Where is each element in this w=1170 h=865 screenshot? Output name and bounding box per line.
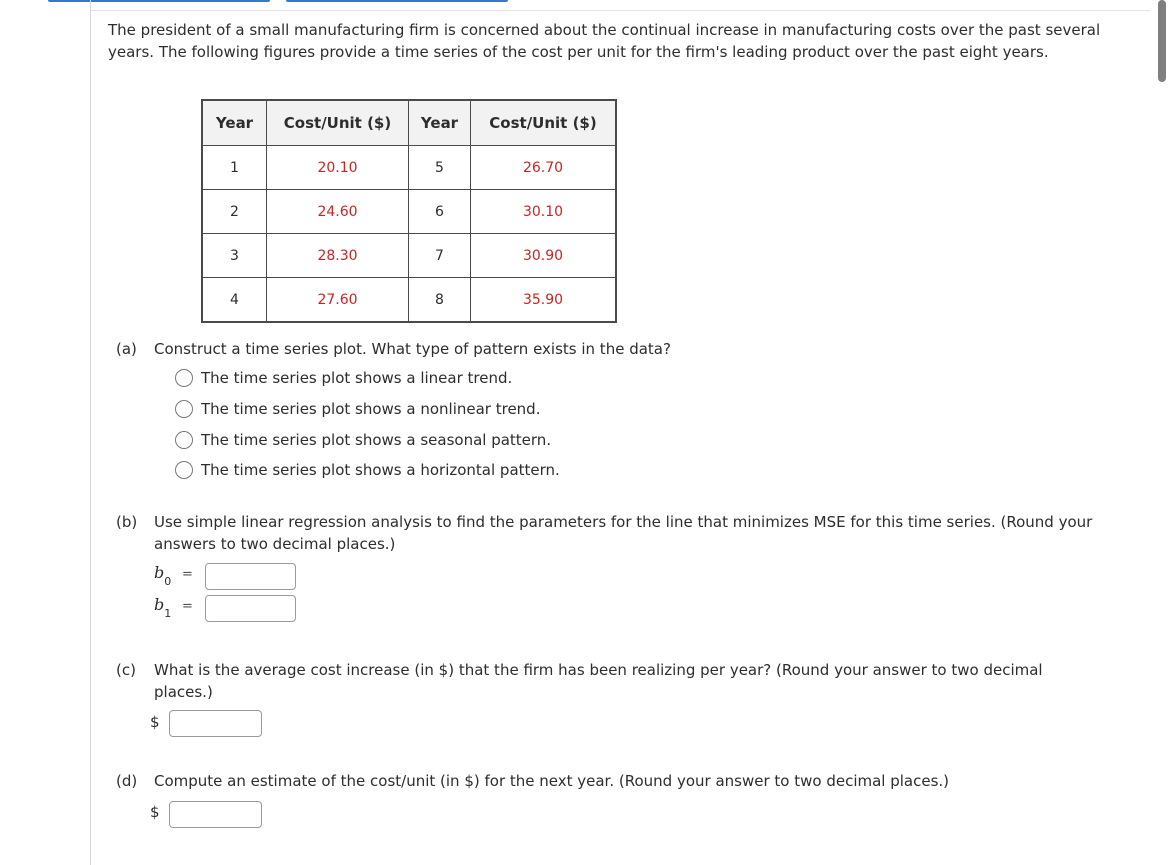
cost-cell: 26.70 xyxy=(471,146,617,190)
header-cost-2: Cost/Unit ($) xyxy=(471,100,617,146)
year-cell: 4 xyxy=(202,278,267,323)
year-cell: 5 xyxy=(409,146,471,190)
option-horizontal-pattern[interactable] xyxy=(175,458,560,482)
b0-subscript: 0 xyxy=(164,575,172,589)
year-cell: 2 xyxy=(202,190,267,234)
header-year-1: Year xyxy=(202,100,267,146)
radio-button[interactable] xyxy=(175,400,193,418)
cost-table xyxy=(201,99,617,323)
table-header-row xyxy=(202,100,616,146)
part-c-label: (c) xyxy=(116,661,136,679)
year-cell: 1 xyxy=(202,146,267,190)
top-tab-indicator-2 xyxy=(286,0,508,2)
option-seasonal-pattern[interactable] xyxy=(175,428,551,452)
b0-label xyxy=(154,563,172,589)
option-label: The time series plot shows a linear trend. xyxy=(201,369,513,387)
part-c-question: What is the average cost increase (in $) that the firm has been realizing per year? (Round your answer to two decimal places.) xyxy=(154,661,1043,701)
cost-cell: 30.10 xyxy=(471,190,617,234)
year-cell: 7 xyxy=(409,234,471,278)
part-a-label: (a) xyxy=(116,340,137,358)
next-year-estimate-input[interactable] xyxy=(169,801,262,828)
radio-button[interactable] xyxy=(175,431,193,449)
b1-symbol: b xyxy=(154,595,165,614)
cost-cell: 27.60 xyxy=(267,278,409,323)
cost-cell: 20.10 xyxy=(267,146,409,190)
left-divider xyxy=(90,0,91,865)
table-row xyxy=(202,190,616,234)
b1-label xyxy=(154,595,172,621)
b1-subscript: 1 xyxy=(164,607,172,621)
header-cost-1: Cost/Unit ($) xyxy=(267,100,409,146)
b1-input[interactable] xyxy=(205,595,296,622)
cost-cell: 28.30 xyxy=(267,234,409,278)
part-c-dollar-sign: $ xyxy=(150,713,160,731)
scrollbar[interactable] xyxy=(1154,0,1170,865)
cost-cell: 24.60 xyxy=(267,190,409,234)
scrollbar-thumb[interactable] xyxy=(1158,0,1166,82)
option-nonlinear-trend[interactable] xyxy=(175,397,540,421)
option-label: The time series plot shows a horizontal pattern. xyxy=(201,461,560,479)
year-cell: 3 xyxy=(202,234,267,278)
part-d-question: Compute an estimate of the cost/unit (in $) for the next year. (Round your answer to two decimal places.) xyxy=(154,772,950,790)
b1-equals: = xyxy=(182,599,193,614)
b0-input[interactable] xyxy=(205,563,296,590)
table-row xyxy=(202,146,616,190)
part-b-question: Use simple linear regression analysis to find the parameters for the line that minimizes MSE for this time series. (Round your answers to two decimal places.) xyxy=(154,513,1093,553)
option-linear-trend[interactable] xyxy=(175,366,512,390)
problem-intro: The president of a small manufacturing firm is concerned about the continual increase in manufacturing costs over the past several years. The following figures provide a time series of the cost per unit for the firm's leading product over the past eight years. xyxy=(108,21,1101,61)
year-cell: 6 xyxy=(409,190,471,234)
radio-button[interactable] xyxy=(175,461,193,479)
part-d-label: (d) xyxy=(116,772,138,790)
table-row xyxy=(202,234,616,278)
avg-cost-increase-input[interactable] xyxy=(169,710,262,737)
part-a-question: Construct a time series plot. What type of pattern exists in the data? xyxy=(154,340,671,358)
top-tab-indicator-1 xyxy=(48,0,270,2)
header-year-2: Year xyxy=(409,100,471,146)
option-label: The time series plot shows a nonlinear trend. xyxy=(201,400,541,418)
top-divider xyxy=(90,10,1150,11)
option-label: The time series plot shows a seasonal pattern. xyxy=(201,431,552,449)
cost-cell: 30.90 xyxy=(471,234,617,278)
part-d-dollar-sign: $ xyxy=(150,803,160,821)
b0-equals: = xyxy=(182,567,193,582)
cost-cell: 35.90 xyxy=(471,278,617,323)
year-cell: 8 xyxy=(409,278,471,323)
part-b-label: (b) xyxy=(116,513,138,531)
b0-symbol: b xyxy=(154,563,165,582)
table-row xyxy=(202,278,616,323)
radio-button[interactable] xyxy=(175,369,193,387)
